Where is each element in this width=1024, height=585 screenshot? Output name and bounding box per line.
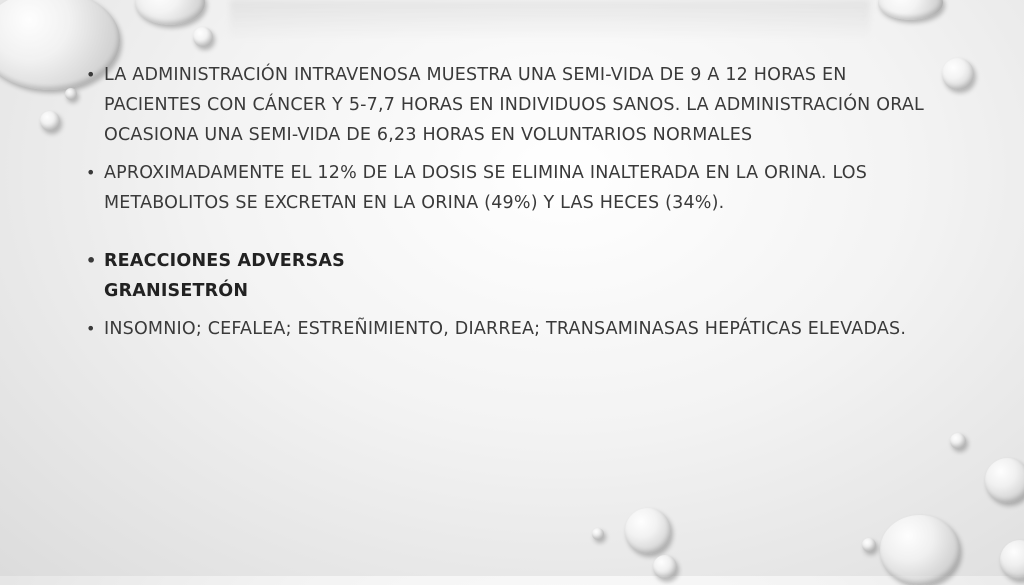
water-drop-decoration bbox=[985, 458, 1024, 503]
section-subheading: GRANISETRÓN bbox=[104, 281, 249, 301]
water-drop-decoration bbox=[862, 538, 876, 552]
water-drop-decoration bbox=[592, 528, 604, 540]
bullet-line: LA ADMINISTRACIÓN INTRAVENOSA MUESTRA UNA SEMI-VIDA DE 9 A 12 HORAS EN bbox=[104, 65, 847, 85]
water-drop-decoration bbox=[193, 27, 213, 47]
bullet-dot: • bbox=[86, 163, 96, 182]
bullet-line: METABOLITOS SE EXCRETAN EN LA ORINA (49%) Y LAS HECES (34%). bbox=[104, 193, 725, 213]
bullet-item bbox=[86, 158, 986, 218]
bullet-item bbox=[86, 60, 986, 150]
bullet-item bbox=[86, 314, 986, 344]
water-drop-decoration bbox=[625, 508, 671, 554]
bullet-dot: • bbox=[86, 251, 97, 270]
bullet-line: APROXIMADAMENTE EL 12% DE LA DOSIS SE ELIMINA INALTERADA EN LA ORINA. LOS bbox=[104, 163, 868, 183]
water-drop-decoration bbox=[878, 0, 943, 20]
water-drop-decoration bbox=[950, 433, 966, 449]
bullet-line: PACIENTES CON CÁNCER Y 5-7,7 HORAS EN INDIVIDUOS SANOS. LA ADMINISTRACIÓN ORAL bbox=[104, 95, 924, 115]
water-drop-decoration bbox=[880, 515, 960, 585]
bullet-item-heading bbox=[86, 246, 986, 306]
water-drop-decoration bbox=[65, 88, 77, 100]
blurred-title-area bbox=[230, 0, 870, 40]
water-drop-decoration bbox=[40, 111, 60, 131]
section-heading: REACCIONES ADVERSAS bbox=[104, 251, 345, 271]
water-drop-decoration bbox=[653, 555, 677, 579]
water-drop-decoration bbox=[135, 0, 205, 25]
water-drop-decoration bbox=[1000, 540, 1024, 580]
bullet-line: INSOMNIO; CEFALEA; ESTREÑIMIENTO, DIARREA; TRANSAMINASAS HEPÁTICAS ELEVADAS. bbox=[104, 319, 907, 339]
bullet-dot: • bbox=[86, 65, 96, 84]
bullet-dot: • bbox=[86, 319, 96, 338]
slide-content bbox=[86, 60, 986, 352]
bullet-line: OCASIONA UNA SEMI-VIDA DE 6,23 HORAS EN VOLUNTARIOS NORMALES bbox=[104, 125, 753, 145]
